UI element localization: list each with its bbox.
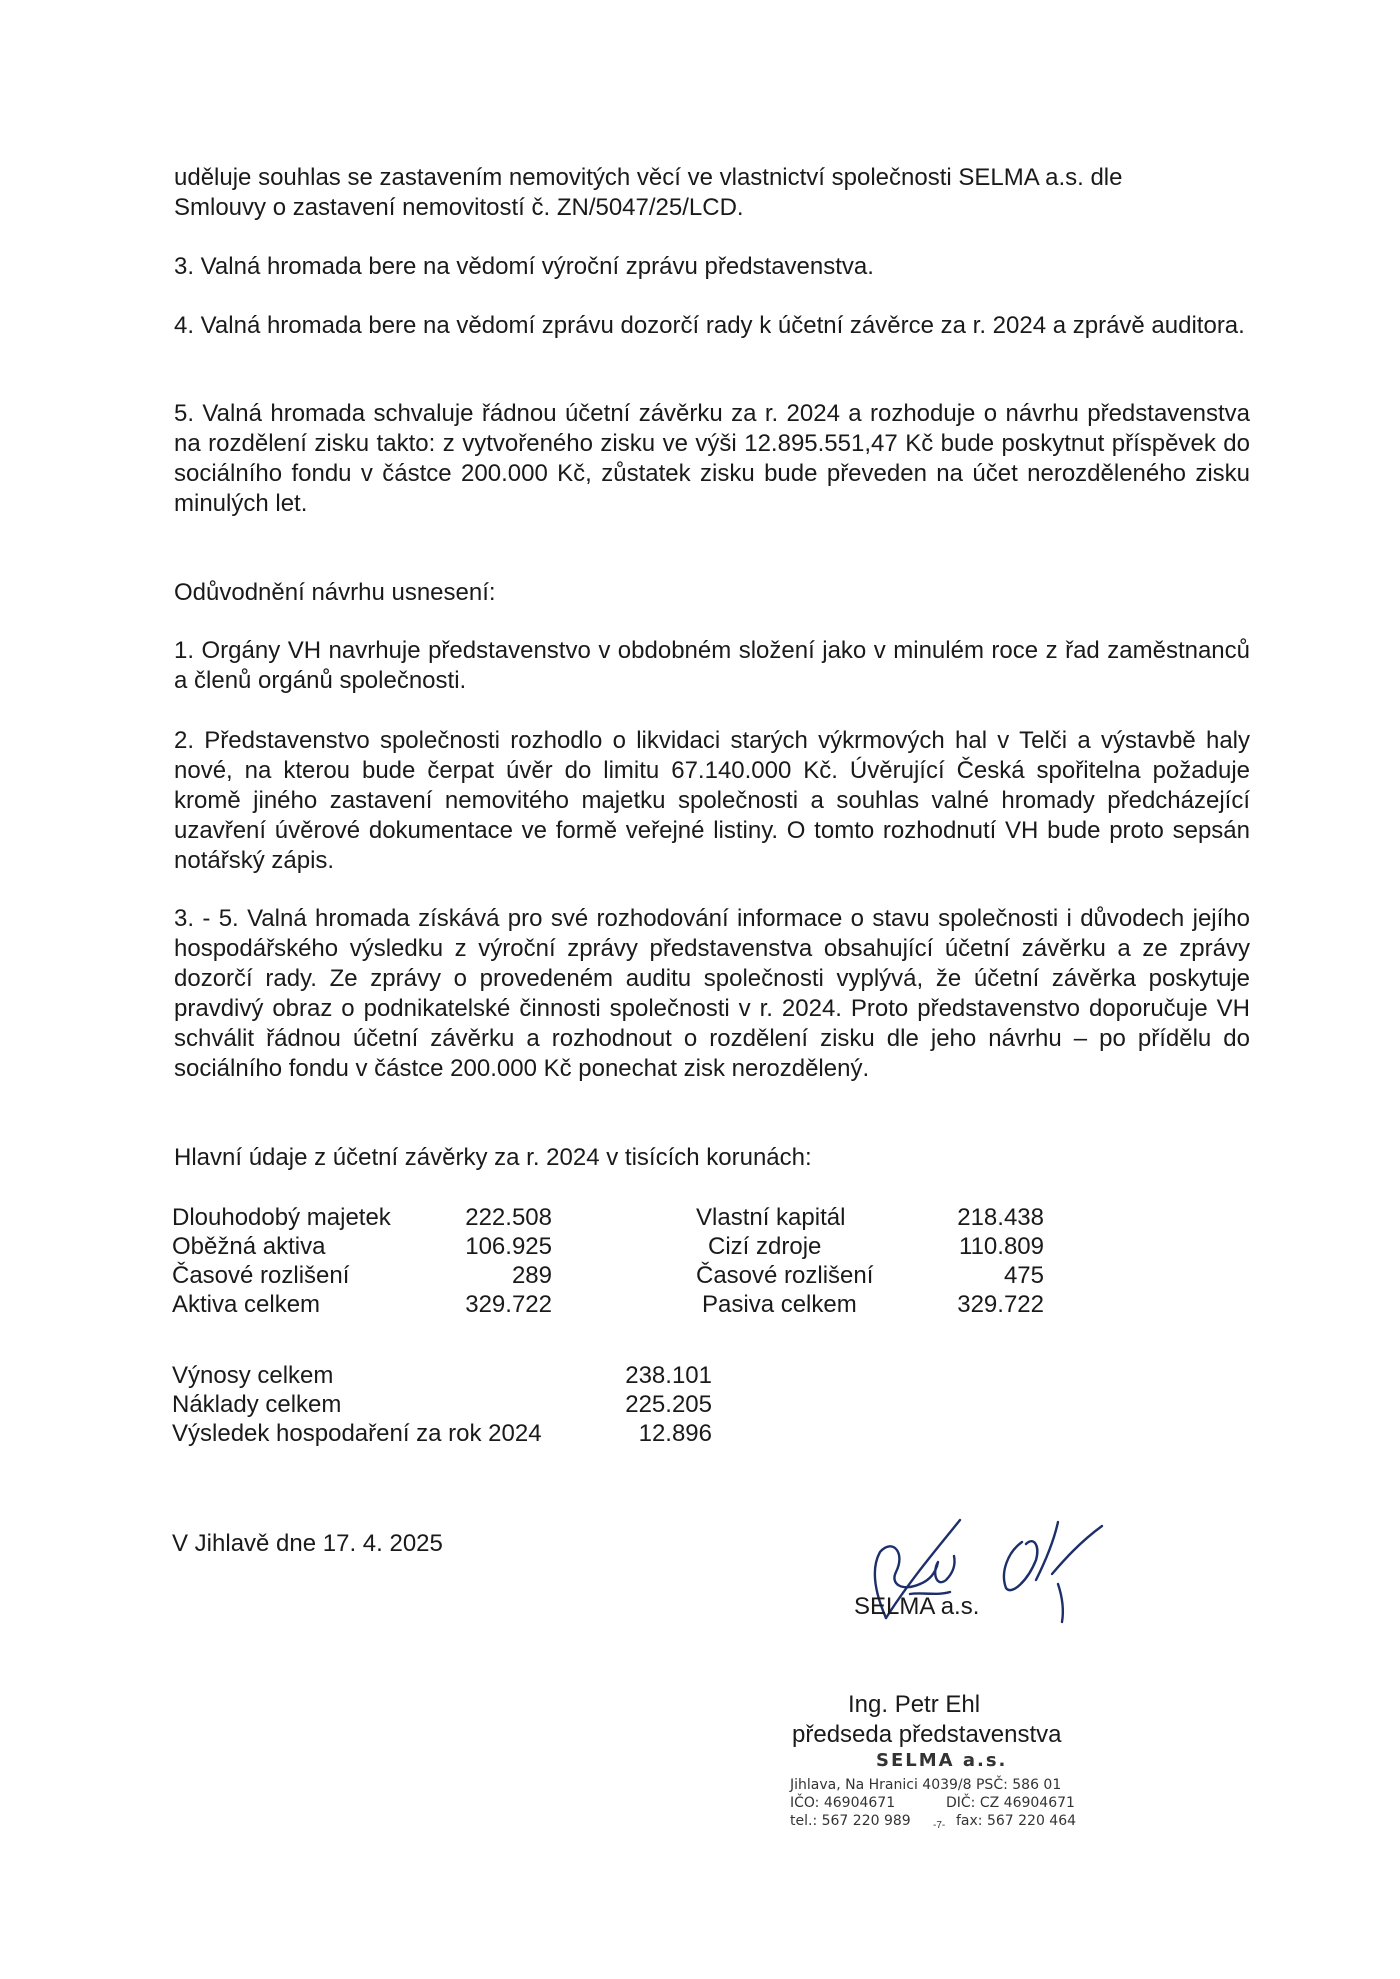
liabilities-row xyxy=(696,1290,1044,1319)
assets-label: Aktiva celkem xyxy=(172,1291,321,1318)
liabilities-row xyxy=(696,1203,1044,1232)
results-row xyxy=(172,1419,712,1448)
results-table xyxy=(172,1361,712,1451)
stamp-fax: fax: 567 220 464 xyxy=(956,1813,1077,1829)
assets-row xyxy=(172,1261,552,1290)
results-label: Náklady celkem xyxy=(172,1391,342,1418)
liabilities-value: 475 xyxy=(1003,1262,1044,1289)
stamp-tel: tel.: 567 220 989 xyxy=(790,1813,911,1829)
justification-paragraph-1: 1. Orgány VH navrhuje představenstvo v obdobném složení jako v minulém roce z řad zaměstnanců a členů orgánů společnosti. xyxy=(174,637,1250,694)
assets-value: 222.508 xyxy=(465,1204,552,1231)
liabilities-label: Cizí zdroje xyxy=(708,1233,822,1260)
justification-paragraph-3: 3. - 5. Valná hromada získává pro své rozhodování informace o stavu společnosti i důvodech jejího hospodářského výsledku z výroční zprávy představenstva obsahující účetní závěrku a ze zprávy dozorčí rady. Ze zprávy o provedeném auditu společnosti vyplývá, že účetní závěrka poskytuje pravdivý obraz o podnikatelské činnosti společnosti v r. 2024. Proto představenstvo doporučuje VH schválit řádnou účetní závěrku a rozhodnout o rozdělení zisku dle jeho návrhu – po přídělu do sociálního fondu v částce 200.000 Kč ponechat zisk nerozdělený. xyxy=(174,905,1250,1082)
assets-row xyxy=(172,1232,552,1261)
liabilities-table xyxy=(696,1203,1044,1323)
liabilities-value: 218.438 xyxy=(957,1204,1044,1231)
results-label: Výsledek hospodaření za rok 2024 xyxy=(172,1420,542,1447)
stamp-dic: DIČ: CZ 46904671 xyxy=(946,1795,1075,1811)
results-label: Výnosy celkem xyxy=(172,1362,334,1389)
stamp-company: SELMA a.s. xyxy=(876,1750,1008,1771)
liabilities-label: Časové rozlišení xyxy=(696,1262,874,1289)
results-row xyxy=(172,1390,712,1419)
liabilities-row xyxy=(696,1232,1044,1261)
assets-label: Dlouhodobý majetek xyxy=(172,1204,391,1231)
signatory-name: Ing. Petr Ehl xyxy=(848,1691,981,1718)
resolution-point-3: 3. Valná hromada bere na vědomí výroční zprávu představenstva. xyxy=(174,253,874,280)
resolution-point-5: 5. Valná hromada schvaluje řádnou účetní závěrku za r. 2024 a rozhoduje o návrhu představenstva na rozdělení zisku takto: z vytvořeného zisku ve výši 12.895.551,47 Kč bude poskytnut příspěvek do sociálního fondu v částce 200.000 Kč, zůstatek zisku bude převeden na účet nerozděleného zisku minulých let. xyxy=(174,400,1250,517)
assets-value: 106.925 xyxy=(465,1233,552,1260)
liabilities-label: Pasiva celkem xyxy=(702,1291,857,1318)
place-date: V Jihlavě dne 17. 4. 2025 xyxy=(172,1530,443,1557)
justification-heading: Odůvodnění návrhu usnesení: xyxy=(174,579,496,606)
intro-paragraph xyxy=(174,163,1250,223)
assets-value: 329.722 xyxy=(465,1291,552,1318)
assets-label: Oběžná aktiva xyxy=(172,1233,326,1260)
stamp-address: Jihlava, Na Hranici 4039/8 PSČ: 586 01 xyxy=(790,1777,1062,1793)
resolution-point-4: 4. Valná hromada bere na vědomí zprávu dozorčí rady k účetní závěrce za r. 2024 a zprávě auditora. xyxy=(174,312,1245,339)
liabilities-label: Vlastní kapitál xyxy=(696,1204,846,1231)
signature-company: SELMA a.s. xyxy=(854,1593,980,1620)
results-value: 12.896 xyxy=(638,1420,712,1447)
justification-paragraph-2: 2. Představenstvo společnosti rozhodlo o likvidaci starých výkrmových hal v Telči a výstavbě haly nové, na kterou bude čerpat úvěr do limitu 67.140.000 Kč. Úvěrující Česká spořitelna požaduje kromě jiného zastavení nemovitého majetku společnosti a souhlas valné hromady předcházející uzavření úvěrové dokumentace ve formě veřejné listiny. O tomto rozhodnutí VH bude proto sepsán notářský zápis. xyxy=(174,727,1250,874)
signatory-role: předseda představenstva xyxy=(792,1721,1062,1748)
results-row xyxy=(172,1361,712,1390)
intro-line-1: uděluje souhlas se zastavením nemovitých věcí ve vlastnictví společnosti SELMA a.s. dle xyxy=(174,164,1123,191)
results-value: 225.205 xyxy=(625,1391,712,1418)
assets-table xyxy=(172,1203,552,1323)
page-number: -7- xyxy=(933,1820,946,1831)
liabilities-value: 110.809 xyxy=(959,1233,1044,1260)
assets-label: Časové rozlišení xyxy=(172,1262,350,1289)
liabilities-row xyxy=(696,1261,1044,1290)
stamp-ico: IČO: 46904671 xyxy=(790,1795,896,1811)
results-value: 238.101 xyxy=(625,1362,712,1389)
assets-value: 289 xyxy=(511,1262,552,1289)
intro-line-2: Smlouvy o zastavení nemovitostí č. ZN/5047/25/LCD. xyxy=(174,194,744,221)
financials-heading: Hlavní údaje z účetní závěrky za r. 2024 v tisících korunách: xyxy=(174,1144,812,1171)
assets-row xyxy=(172,1203,552,1232)
liabilities-value: 329.722 xyxy=(957,1291,1044,1318)
assets-row xyxy=(172,1290,552,1319)
